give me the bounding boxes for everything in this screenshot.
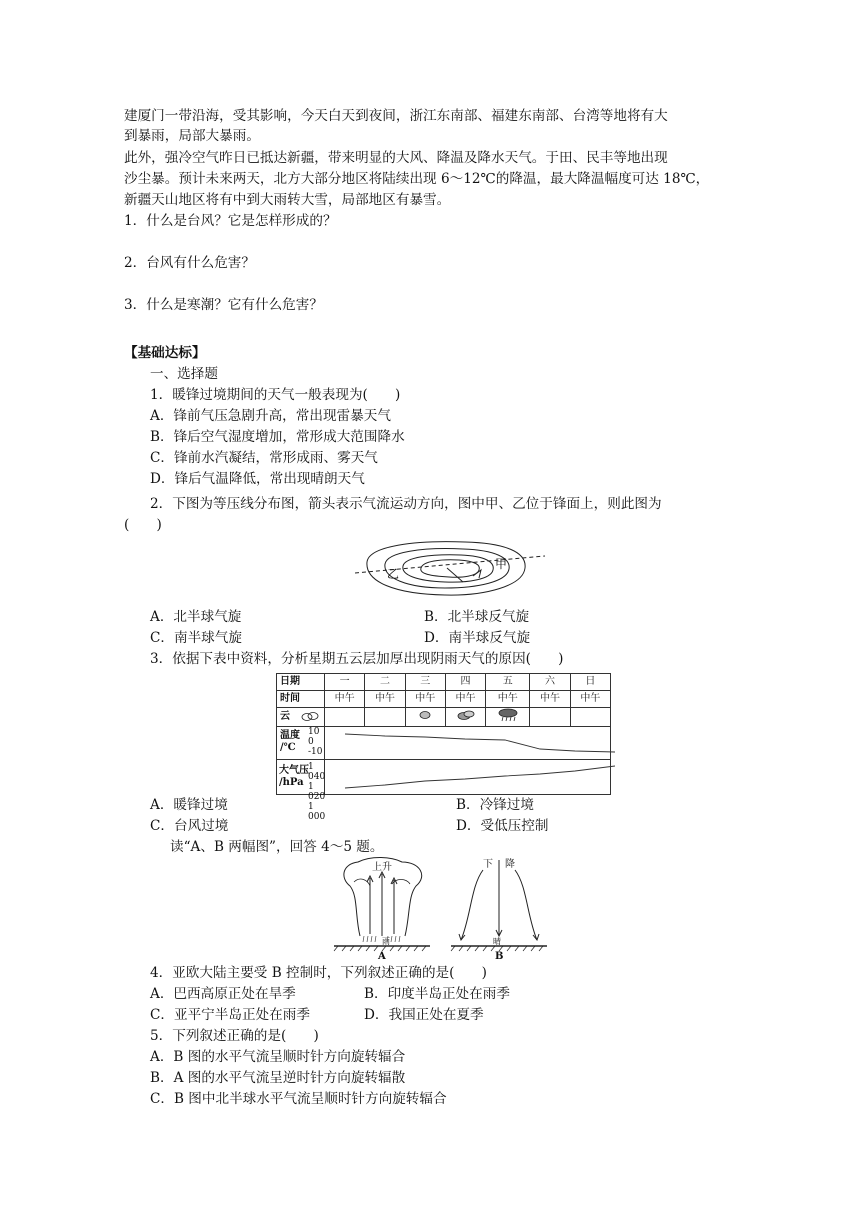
mc4-option-d: D．我国正处在夏季 — [364, 1007, 484, 1023]
mc3-stem: 3．依据下表中资料，分析星期五云层加厚出现阴雨天气的原因( ) — [150, 651, 564, 667]
passage-line-5: 新疆天山地区将有中到大雨转大雪，局部地区有暴雪。 — [124, 192, 451, 208]
time-cell-3: 中午 — [405, 691, 445, 708]
mc3-option-a: A．暖锋过境 — [150, 797, 228, 813]
temp-tick-2: 0 — [308, 737, 314, 747]
cloud-icon — [457, 710, 475, 720]
cloud-cell-6 — [530, 708, 570, 727]
pressure-line — [325, 760, 615, 794]
table-header-time: 时间 — [277, 691, 325, 708]
question-1: 1．什么是台风？它是怎样形成的？ — [124, 213, 337, 229]
figure-b-clear-label: 晴 — [493, 937, 501, 946]
mc3-option-c: C．台风过境 — [150, 818, 229, 834]
mc2-option-d: D．南半球反气旋 — [424, 630, 531, 646]
mc2-option-a: A．北半球气旋 — [150, 609, 242, 625]
day-cell-7: 日 — [570, 674, 610, 691]
mc2-stem-line-2: ( ) — [124, 517, 162, 533]
mc5-option-a: A．B 图的水平气流呈顺时针方向旋转辐合 — [150, 1049, 406, 1065]
mc5-option-c: C．B 图中北半球水平气流呈顺时针方向旋转辐合 — [150, 1091, 447, 1107]
mc1-stem: 1．暖锋过境期间的天气一般表现为( ) — [150, 387, 401, 403]
table-header-cloud — [277, 708, 325, 727]
day-cell-2: 二 — [365, 674, 405, 691]
table-header-pressure — [277, 760, 326, 822]
rain-cloud-icon — [497, 708, 519, 722]
mc1-option-c: C．锋前水汽凝结，常形成雨、雾天气 — [150, 450, 378, 466]
cloud-icon — [418, 710, 432, 720]
question-2: 2．台风有什么危害？ — [124, 255, 255, 271]
day-cell-3: 三 — [405, 674, 445, 691]
pressure-tick-2: 1 020 — [308, 782, 326, 802]
temp-label-b: /℃ — [280, 742, 296, 753]
day-cell-4: 四 — [445, 674, 485, 691]
figure-b-label: B — [495, 951, 504, 961]
figure-a-rise-label: 上升 — [372, 862, 392, 873]
time-cell-4: 中午 — [445, 691, 485, 708]
temp-curve-cell — [325, 727, 611, 760]
mc2-stem-line-1: 2．下图为等压线分布图，箭头表示气流运动方向，图中甲、乙位于锋面上，则此图为 — [150, 496, 662, 512]
mc2-option-b: B．北半球反气旋 — [424, 609, 530, 625]
cloud-cell-2 — [365, 708, 405, 727]
isobar-label-yi: 乙 — [387, 567, 400, 581]
isobar-label-jia: 甲 — [495, 557, 508, 571]
mc5-stem: 5．下列叙述正确的是( ) — [150, 1028, 319, 1044]
cloud-cell-3 — [405, 708, 445, 727]
table-header-temp — [277, 727, 325, 760]
temp-tick-3: -10 — [308, 747, 323, 757]
passage-line-2: 到暴雨，局部大暴雨。 — [124, 128, 260, 144]
section-heading: 【基础达标】 — [124, 345, 206, 361]
intro-4-5: 读“A、B 两幅图”，回答 4～5 题。 — [170, 839, 384, 855]
figure-a-rain-label: 雨 — [382, 937, 390, 946]
question-3: 3．什么是寒潮？它有什么危害？ — [124, 297, 323, 313]
pressure-curve-cell — [325, 760, 611, 795]
cloud-cell-1 — [325, 708, 365, 727]
cloud-cell-4 — [445, 708, 485, 727]
temperature-line — [325, 727, 615, 759]
cloud-row-label: 云 — [280, 711, 290, 722]
day-cell-5: 五 — [486, 674, 530, 691]
temp-label-a: 温度 — [280, 730, 300, 741]
time-cell-5: 中午 — [486, 691, 530, 708]
mc3-option-b: B．冷锋过境 — [456, 797, 534, 813]
passage-line-1: 建厦门一带沿海，受其影响，今天白天到夜间，浙江东南部、福建东南部、台湾等地将有大 — [124, 108, 668, 124]
temp-tick-1: 10 — [308, 727, 320, 737]
mc5-option-b: B．A 图的水平气流呈逆时针方向旋转辐散 — [150, 1070, 406, 1086]
cloud-cell-7 — [570, 708, 610, 727]
pressure-tick-1: 1 040 — [308, 762, 326, 782]
figure-a-label: A — [378, 951, 386, 961]
cloud-icon — [301, 711, 319, 721]
mc1-option-a: A．锋前气压急剧升高，常出现雷暴天气 — [150, 408, 391, 424]
passage-line-3: 此外，强冷空气昨日已抵达新疆，带来明显的大风、降温及降水天气。于田、民丰等地出现 — [124, 150, 668, 166]
passage-line-4: 沙尘暴。预计未来两天，北方大部分地区将陆续出现 6～12℃的降温，最大降温幅度可达 18℃， — [124, 171, 710, 187]
isobar-figure — [355, 538, 550, 600]
mc2-option-c: C．南半球气旋 — [150, 630, 242, 646]
pressure-tick-3: 1 000 — [308, 802, 326, 822]
figure-b-down-label-2: 降 — [505, 859, 515, 870]
mc3-option-d: D．受低压控制 — [456, 818, 549, 834]
pressure-label-a: 大气压 — [279, 765, 309, 776]
mc4-option-c: C．亚平宁半岛正处在雨季 — [150, 1007, 310, 1023]
mc4-option-b: B．印度半岛正处在雨季 — [364, 986, 510, 1002]
mc4-option-a: A．巴西高原正处在旱季 — [150, 986, 296, 1002]
table-header-date: 日期 — [277, 674, 325, 691]
figure-b-down-label-1: 下 — [483, 859, 493, 870]
mc1-option-d: D．锋后气温降低，常出现晴朗天气 — [150, 471, 365, 487]
mc4-stem: 4．亚欧大陆主要受 B 控制时，下列叙述正确的是( ) — [150, 965, 487, 981]
time-cell-1: 中午 — [325, 691, 365, 708]
section-subheading: 一、选择题 — [150, 366, 218, 382]
cloud-cell-5 — [486, 708, 530, 727]
day-cell-6: 六 — [530, 674, 570, 691]
pressure-label-b: /hPa — [279, 777, 304, 788]
time-cell-2: 中午 — [365, 691, 405, 708]
time-cell-7: 中午 — [570, 691, 610, 708]
figure-b-downdraft — [447, 856, 552, 961]
mc1-option-b: B．锋后空气湿度增加，常形成大范围降水 — [150, 429, 405, 445]
time-cell-6: 中午 — [530, 691, 570, 708]
figure-a-updraft — [330, 856, 435, 961]
day-cell-1: 一 — [325, 674, 365, 691]
